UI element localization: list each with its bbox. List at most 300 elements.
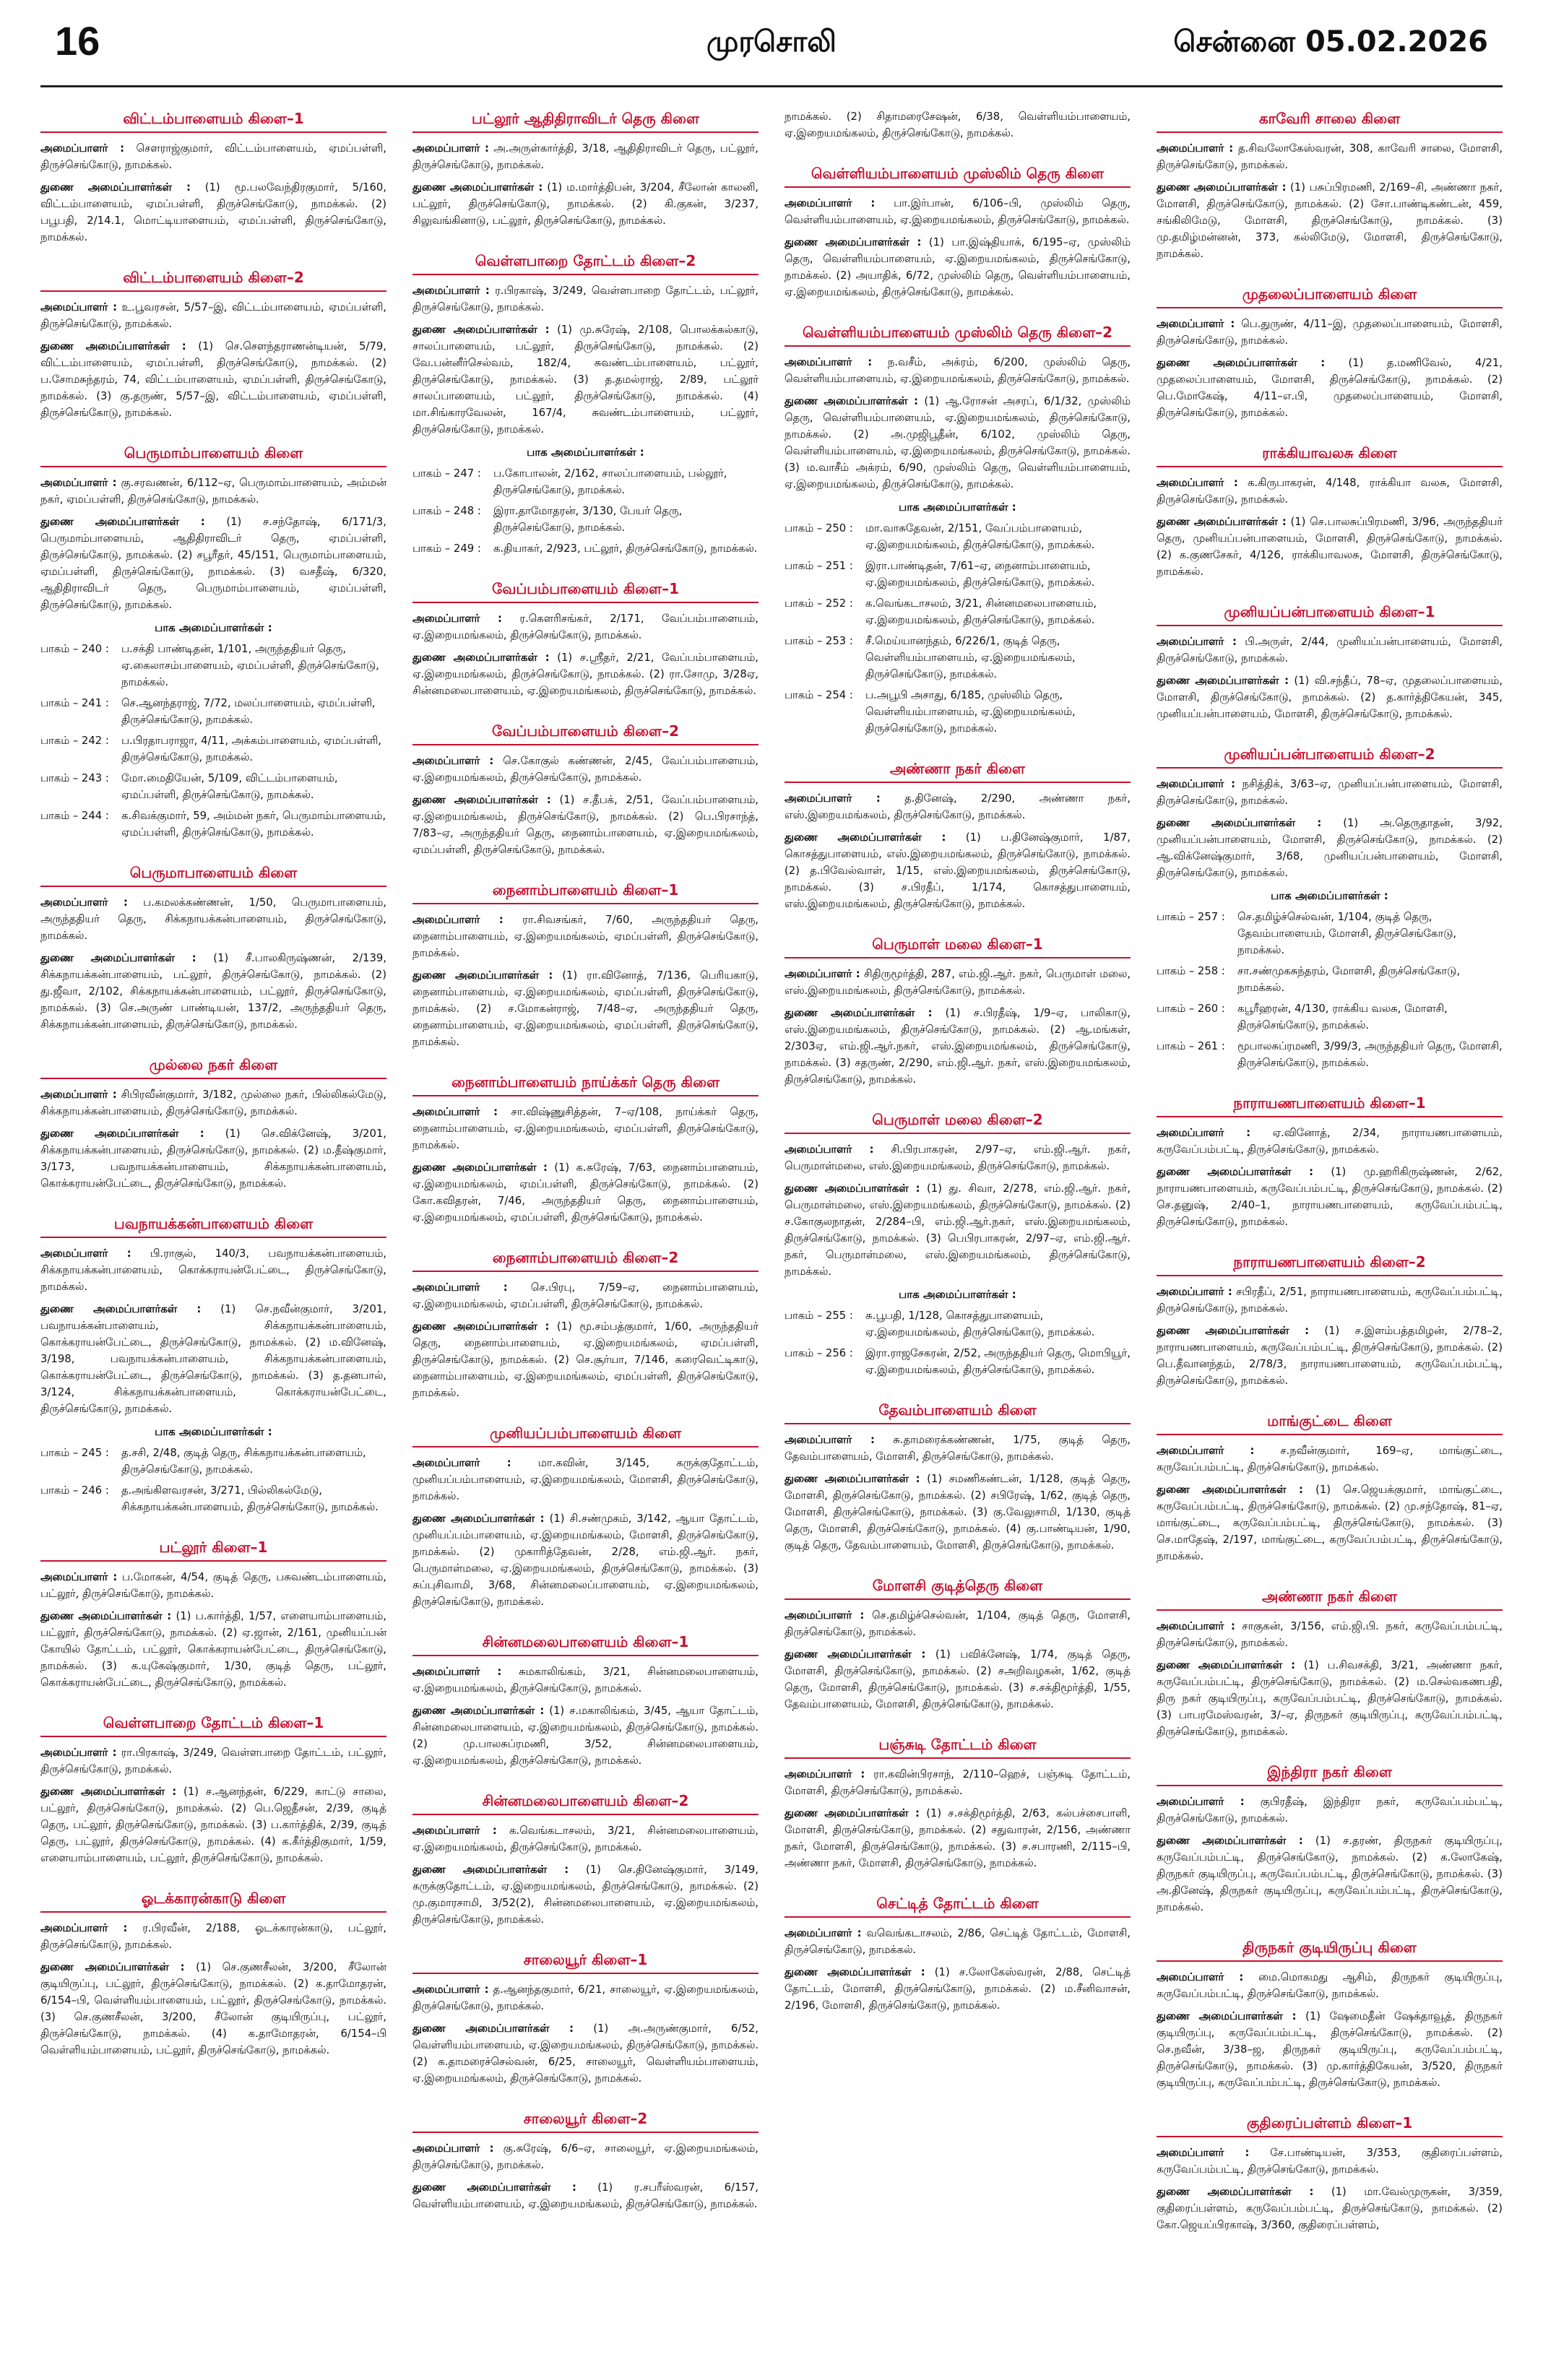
deputy-text: (1) ச.சந்தோஷ், 6/171/3, பெருமாம்பாளையம், ஆதிதிராவிடர் தெரு, ஏமப்பள்ளி, திருச்செங்கோடு, நாமக்கல். (2) சபூரீதர், 45/151, பெருமாம்பாளையம், ஏமப்பள்ளி, திருச்செங்கோடு, நாமக்கல். (3) வசதீஷ், 6/320, ஆதிதிராவிடர் தெரு, பெருமாம்பாளையம், ஏமப்பள்ளி, திருச்செங்கோடு, நாமக்கல். <box>40 516 386 611</box>
booth-row <box>785 1345 1131 1378</box>
booth-organizers-heading: பாக அமைப்பாளர்கள் : <box>155 1425 272 1438</box>
branch-section <box>412 1247 758 1401</box>
organizer-text: குபிரதீஷ், இந்திரா நகர், கருவேப்பம்பட்டி, திருச்செங்கோடு, நாமக்கல். <box>1157 1796 1503 1825</box>
organizer-para <box>412 610 758 644</box>
deputy-organizers-para <box>40 950 386 1033</box>
branch-title: அண்ணா நகர் கிளை <box>1157 1586 1503 1611</box>
organizer-text: செ.பிரபு, 7/59–ஏ, நைனாம்பாளையம், ஏ.இறையமங்கலம், ஏமப்பள்ளி, திருச்செங்கோடு, நாமக்கல். <box>412 1281 758 1310</box>
branch-title: விட்டம்பாளையம் கிளை–2 <box>40 267 386 292</box>
booth-row <box>40 695 386 728</box>
deputy-label: துணை அமைப்பாளர்கள் : <box>1157 817 1322 829</box>
deputy-label: துணை அமைப்பாளர்கள் : <box>1157 1484 1303 1496</box>
deputy-text: (1) செ.நவீன்குமார், 3/201, பவநாயக்கன்பாளையம், சிக்கநாயக்கன்பாளையம், கொக்கராயன்பேட்டை, திருச்செங்கோடு, நாமக்கல். (2) ம.வினேஷ், 3/198, பவநாயக்கன்பாளையம், சிக்கநாயக்கன்பாளையம், கொக்கராயன்பேட்டை, திருச்செங்கோடு, நாமக்கல். (3) த.தனபால், 3/124, சிக்கநாயக்கன்பாளையம், கொக்கராயன்பேட்டை, திருச்செங்கோடு, நாமக்கல். <box>40 1303 386 1415</box>
organizer-para <box>412 1663 758 1697</box>
branch-section <box>785 758 1131 912</box>
organizer-text: ரா.பிரகாஷ், 3/249, வெள்ளபாறை தோட்டம், பட்லூர், திருச்செங்கோடு, நாமக்கல். <box>40 1747 386 1775</box>
deputy-organizers-para <box>1157 2184 1503 2233</box>
page-number: 16 <box>55 18 100 64</box>
deputy-label: துணை அமைப்பாளர்கள் : <box>412 324 550 336</box>
booth-number: பாகம் – 256 : <box>785 1347 853 1359</box>
organizer-text: த.ஆனந்தகுமார், 6/21, சாலையூர், ஏ.இறையமங்கலம், திருச்செங்கோடு, நாமக்கல். <box>412 1983 758 2012</box>
organizer-para <box>1157 1618 1503 1651</box>
deputy-text: (1) ஆ.ரோசன் அசரப், 6/1/32, முஸ்லிம் தெரு, வெள்ளியம்பாளையம், ஏ.இறையமங்கலம், திருச்செங்கோடு, நாமக்கல். (2) அ.முஜிபூதீன், 6/102, முஸ்லிம் தெரு, வெள்ளியம்பாளையம், ஏ.இறையமங்கலம், திருச்செங்கோடு, நாமக்கல். (3) ம.வாசீம் அக்ரம், 6/90, முஸ்லிம் தெரு, வெள்ளியம்பாளையம், ஏ.இறையமங்கலம், திருச்செங்கோடு, நாமக்கல். <box>785 395 1131 490</box>
deputy-organizers-para <box>785 1805 1131 1871</box>
organizer-text: பி.அருள், 2/44, முனியப்பன்பாளையம், மோளசி, திருச்செங்கோடு, நாமக்கல். <box>1157 636 1503 665</box>
deputy-organizers-para <box>40 1959 386 2059</box>
booth-organizer: த.சசி, 2/48, குடித் தெரு, சிக்கநாயக்கன்பாளையம், திருச்செங்கோடு, நாமக்கல். <box>121 1447 366 1476</box>
booth-organizer: சு.பூபதி, 1/128, கொசத்துபாளையம், ஏ.இறையமங்கலம், திருச்செங்கோடு, நாமக்கல். <box>865 1310 1095 1338</box>
deputy-organizers-para <box>412 2020 758 2087</box>
deputy-organizers-para <box>1157 672 1503 722</box>
organizer-para <box>412 1104 758 1154</box>
deputy-text: (1) சமணிகண்டன், 1/128, குடித் தெரு, மோளசி, திருச்செங்கோடு, நாமக்கல். (2) சபிரேஷ், 1/62, குடித் தெரு, மோளசி, திருச்செங்கோடு, நாமக்கல். (3) கு.வேலுசாமி, 1/130, குடித் தெரு, மோளசி, திருச்செங்கோடு, நாமக்கல். (4) கு.பாண்டியன், 1/90, குடித் தெரு, தேவம்பாளையம், மோளசி, திருச்செங்கோடு, நாமக்கல். <box>785 1473 1131 1552</box>
branch-title: நைனாம்பாளையம் நாய்க்கர் தெரு கிளை <box>412 1072 758 1096</box>
deputy-text: (1) வி.சந்தீப், 78–ஏ, முதலைப்பாளையம், மோளசி, திருச்செங்கோடு, நாமக்கல். (2) த.கார்த்திகேயன், 345, முனியப்பன்பாளையம், மோளசி, திருச்செங்கோடு, நாமக்கல். <box>1157 675 1503 720</box>
branch-section <box>1157 1252 1503 1389</box>
deputy-text: (1) க.சுரேஷ், 7/63, நைனாம்பாளையம், ஏ.இறையமங்கலம், ஏமப்பள்ளி, திருச்செங்கோடு, நாமக்கல். (2) கோ.கவிதரன், 7/46, அருந்ததியர் தெரு, நைனாம்பாளையம், ஏ.இறையமங்கலம், ஏமப்பள்ளி, திருச்செங்கோடு, நாமக்கல். <box>412 1161 758 1224</box>
organizer-para <box>1157 1125 1503 1158</box>
booth-row <box>785 595 1131 628</box>
branch-title: முல்லை நகர் கிளை <box>40 1055 386 1079</box>
branch-section <box>412 721 758 858</box>
deputy-label: துணை அமைப்பாளர்கள் : <box>1157 1166 1314 1178</box>
organizer-label: அமைப்பாளர் : <box>1157 636 1237 648</box>
branch-section <box>1157 443 1503 580</box>
column-1 <box>40 108 386 2362</box>
deputy-organizers-para <box>40 1783 386 1866</box>
deputy-organizers-para <box>1157 1832 1503 1916</box>
masthead <box>40 0 1503 87</box>
deputy-label: துணை அமைப்பாளர்கள் : <box>412 1513 545 1525</box>
booth-number: பாகம் – 246 : <box>40 1484 109 1497</box>
deputy-label: துணை அமைப்பாளர்கள் : <box>40 1961 185 1973</box>
organizer-para <box>1157 316 1503 349</box>
deputy-label: துணை அமைப்பாளர்கள் : <box>40 340 186 352</box>
deputy-text: (1) ச.பிரதீஷ், 1/9–ஏ, பாலிகாடு, எஸ்.இறையமங்கலம், திருச்செங்கோடு, நாமக்கல். (2) ஆ.மங்கள், 2/303ஏ, எம்.ஜி.ஆர்.நகர், எஸ்.இறையமங்கலம், திருச்செங்கோடு, நாமக்கல். (3) சதருண், 2/290, எம்.ஜி.ஆர். நகர், எஸ்.இறையமங்கலம், திருச்செங்கோடு, நாமக்கல். <box>785 1007 1131 1086</box>
organizer-text: கு.சுரேஷ், 6/6–ஏ, சாலையூர், ஏ.இறையமங்கலம், திருச்செங்கோடு, நாமக்கல். <box>412 2142 758 2171</box>
organizer-label: அமைப்பாளர் : <box>1157 477 1238 489</box>
branch-title: நாராயணபாளையம் கிளை–1 <box>1157 1093 1503 1117</box>
deputy-text: நாமக்கல். (2) சிதாமரைசேஷன், 6/38, வெள்ளியம்பாளையம், ஏ.இறையமங்கலம், திருச்செங்கோடு, நாமக்கல். <box>785 111 1131 139</box>
organizer-label: அமைப்பாளர் : <box>785 356 873 368</box>
branch-title: சாலையூர் கிளை–1 <box>412 1950 758 1974</box>
deputy-organizers-para <box>1157 355 1503 421</box>
deputy-label: துணை அமைப்பாளர்கள் : <box>412 652 550 664</box>
organizer-label: அமைப்பாளர் : <box>412 1106 498 1118</box>
organizer-label: அமைப்பாளர் : <box>40 1247 131 1260</box>
branch-title: நைனாம்பாளையம் கிளை–2 <box>412 1247 758 1272</box>
branch-title: பவநாயக்கன்பாளையம் கிளை <box>40 1213 386 1238</box>
deputy-label: துணை அமைப்பாளர்கள் : <box>1157 516 1287 528</box>
deputy-label: துணை அமைப்பாளர்கள் : <box>40 1128 204 1140</box>
organizer-label: அமைப்பாளர் : <box>1157 1971 1244 1983</box>
organizer-para <box>40 894 386 944</box>
deputy-text: (1) ப.சிவசக்தி, 3/21, அண்ணா நகர், கருவேப்பம்பட்டி, திருச்செங்கோடு, நாமக்கல். (2) ம.செல்வகணபதி, திரு நகர் குடியிருப்பு, கருவேப்பம்பட்டி, திருச்செங்கோடு, நாமக்கல். (3) பாபரமேஸ்வரன், 3/–ஏ, திருநகர் குடியிருப்பு, கருவேப்பம்பட்டி, திருச்செங்கோடு, நாமக்கல். <box>1157 1659 1503 1738</box>
organizer-text: சா.விஷ்ணுசித்தன், 7–ஏ/108, நாய்க்கர் தெரு, நைனாம்பாளையம், ஏ.இறையமங்கலம், ஏமப்பள்ளி, திருச்செங்கோடு, நாமக்கல். <box>412 1106 758 1151</box>
deputy-text: (1) செ.விக்னேஷ், 3/201, சிக்கநாயக்கன்பாளையம், திருச்செங்கோடு, நாமக்கல். (2) ம.தீஷ்குமார், 3/173, பவநாயக்கன்பாளையம், சிக்கநாயக்கன்பாளையம், கொக்கராயன்பேட்டை, திருச்செங்கோடு, நாமக்கல். <box>40 1128 386 1190</box>
organizer-para <box>40 1920 386 1953</box>
branch-section <box>40 1213 386 1515</box>
deputy-text: (1) ச.லோகேஸ்வரன், 2/88, செட்டித் தோட்டம், மோளசி, திருச்செங்கோடு, நாமக்கல். (2) ம.சீனிவாசன், 2/196, மோளசி, திருச்செங்கோடு, நாமக்கல். <box>785 1966 1131 2012</box>
organizer-text: சாகுகன், 3/156, எம்.ஜி.பி. நகர், கருவேப்பம்பட்டி, திருச்செங்கோடு, நாமக்கல். <box>1157 1620 1503 1649</box>
booth-organizer: க.தியாகர், 2/923, பட்லூர், திருச்செங்கோடு, நாமக்கல். <box>493 542 758 555</box>
deputy-organizers-para <box>785 829 1131 912</box>
organizer-label: அமைப்பாளர் : <box>412 1983 489 1996</box>
deputy-label: துணை அமைப்பாளர்கள் : <box>412 1864 569 1876</box>
organizer-text: ஏ.வினோத், 2/34, நாராயணபாளையம், கருவேப்பம்பட்டி, திருச்செங்கோடு, நாமக்கல். <box>1157 1127 1503 1156</box>
organizer-label: அமைப்பாளர் : <box>412 755 494 767</box>
deputy-text: (1) மூ.பலவேந்திரகுமார், 5/160, விட்டம்பாளையம், ஏமப்பள்ளி, திருச்செங்கோடு, நாமக்கல். (2) பபூபதி, 2/14.1, மொட்டியாளையம், ஏமப்பள்ளி, திருச்செங்கோடு, நாமக்கல். <box>40 181 386 243</box>
organizer-para <box>1157 1442 1503 1476</box>
branch-section <box>40 108 386 246</box>
deputy-label: துணை அமைப்பாளர்கள் : <box>785 236 922 248</box>
organizer-text: சபிரதீப், 2/51, நாராயணபாளையம், கருவேப்பம்பட்டி, திருச்செங்கோடு, நாமக்கல். <box>1157 1286 1503 1315</box>
organizer-label: அமைப்பாளர் : <box>40 1747 117 1759</box>
deputy-label: துணை அமைப்பாளர்கள் : <box>40 1786 177 1798</box>
booth-organizer: இரா.ராஜசேகரன், 2/52, அருந்ததியர் தெரு, மொபியூர், ஏ.இறையமங்கலம், திருச்செங்கோடு, நாமக்கல். <box>865 1347 1131 1376</box>
booth-row <box>1157 1000 1503 1034</box>
booth-number: பாகம் – 254 : <box>785 689 853 701</box>
branch-section <box>1157 1411 1503 1565</box>
deputy-text: (1) ர.சபரீஸ்வரன், 6/157, வெள்ளியம்பாளையம், ஏ.இறையமங்கலம், திருச்செங்கோடு, நாமக்கல். <box>412 2181 758 2210</box>
booth-number: பாகம் – 257 : <box>1157 911 1225 923</box>
deputy-text: (1) சி.சண்முகம், 3/142, ஆயா தோட்டம், முனியப்பம்பாளையம், ஏ.இறையமங்கலம், மோளசி, திருச்செங்கோடு, நாமக்கல். (2) முகாரித்தேவன், 2/28, எம்.ஜி.ஆர். நகர், பெருமாள்மலை, ஏ.இறையமங்கலம், திருச்செங்கோடு, நாமக்கல். (3) சுப்புசிவாமி, 3/68, சின்னமலைப்பாளையம், ஏ.இறையமங்கலம், திருச்செங்கோடு, நாமக்கல். <box>412 1513 758 1608</box>
organizer-label: அமைப்பாளர் : <box>785 1768 865 1780</box>
column-4 <box>1157 108 1503 2362</box>
deputy-organizers-para <box>1157 514 1503 580</box>
branch-section <box>412 108 758 229</box>
organizer-label: அமைப்பாளர் : <box>785 1434 875 1446</box>
deputy-organizers-para <box>412 792 758 858</box>
branch-title: பஞ்சுடி தோட்டம் கிளை <box>785 1734 1131 1759</box>
branch-title: சின்னமலைபாளையம் கிளை–1 <box>412 1632 758 1656</box>
booth-number: பாகம் – 242 : <box>40 735 109 747</box>
organizer-para <box>1157 1793 1503 1827</box>
deputy-organizers-para <box>40 338 386 421</box>
organizer-para <box>785 195 1131 228</box>
booth-number: பாகம் – 241 : <box>40 697 109 709</box>
organizer-label: அமைப்பாளர் : <box>40 1089 117 1101</box>
booth-organizer: செ.தமிழ்ச்செல்வன், 1/104, குடித் தெரு, தேவம்பாளையம், மோளசி, திருச்செங்கோடு, நாமக்கல். <box>1237 911 1457 956</box>
organizer-text: ர.பிரகாஷ், 3/249, வெள்ளபாறை தோட்டம், பட்லூர், திருச்செங்கோடு, நாமக்கல். <box>412 285 758 313</box>
branch-section <box>40 267 386 421</box>
booth-organizer: மோ.மைதியேன், 5/109, விட்டம்பாளையம், ஏமப்பள்ளி, திருச்செங்கோடு, நாமக்கல். <box>121 772 338 801</box>
organizer-label: அமைப்பாளர் : <box>412 914 503 926</box>
organizer-label: அமைப்பாளர் : <box>40 1571 118 1583</box>
deputy-text: (1) செ.ஜெயக்குமார், மாங்குட்டை, கருவேப்பம்பட்டி, திருச்செங்கோடு, நாமக்கல். (2) மு.சந்தோஷ், 81–ஏ, மாங்குட்டை, கருவேப்பம்பட்டி, திருச்செங்கோடு, நாமக்கல். (3) செ.மாதேஷ், 2/197, மாங்குட்டை, கருவேப்பம்பட்டி, திருச்செங்கோடு, நாமக்கல். <box>1157 1484 1503 1562</box>
organizer-para <box>785 1766 1131 1799</box>
organizer-para <box>1157 2145 1503 2178</box>
organizer-label: அமைப்பாளர் : <box>40 301 118 313</box>
booth-row <box>412 503 758 536</box>
branch-section <box>412 2108 758 2212</box>
branch-section <box>412 880 758 1050</box>
booth-organizer: இரா.பாண்டிதன், 7/61–ஏ, நைனாம்பாளையம், ஏ.இறையமங்கலம், திருச்செங்கோடு, நாமக்கல். <box>865 560 1095 589</box>
deputy-organizers-para <box>40 1125 386 1192</box>
organizer-para <box>412 1455 758 1505</box>
deputy-label: துணை அமைப்பாளர்கள் : <box>785 395 919 407</box>
booth-organizer: க.வெங்கடாசலம், 3/21, சின்னமலைபாளையம், ஏ.இறையமங்கலம், திருச்செங்கோடு, நாமக்கல். <box>865 597 1097 626</box>
deputy-text: (1) சீ.பாலகிருஷ்ணன், 2/139, சிக்கநாயக்கன்பாளையம், பட்லூர், திருச்செங்கோடு, நாமக்கல். (2) து.ஜீவா, 2/102, சிக்கநாயக்கன்பாளையம், பட்லூர், திருச்செங்கோடு, நாமக்கல். (3) செ.அருண் பாண்டியன், 137/2, அருந்ததியர் தெரு, சிக்கநாயக்கன்பாளையம், திருச்செங்கோடு, நாமக்கல். <box>40 952 386 1031</box>
booth-organizer: சீ.மெய்யானந்தம், 6/226/1, குடித் தெரு, வெள்ளியம்பாளையம், ஏ.இறையமங்கலம், திருச்செங்கோடு, நாமக்கல். <box>865 635 1076 680</box>
branch-section <box>412 1072 758 1226</box>
organizer-text: மா.கவின், 3/145, கருக்குதோட்டம், முனியப்பம்பாளையம், ஏ.இறையமங்கலம், மோளசி, திருச்செங்கோடு, நாமக்கல். <box>412 1457 758 1502</box>
booth-organizer: ப.கோபாலன், 2/162, சாலப்பாளையம், பல்லூர், திருச்செங்கோடு, நாமக்கல். <box>493 467 727 496</box>
deputy-organizers-para <box>40 179 386 246</box>
deputy-label: துணை அமைப்பாளர்கள் : <box>412 2022 574 2035</box>
booth-row <box>1157 963 1503 996</box>
branch-title: இந்திரா நகர் கிளை <box>1157 1762 1503 1786</box>
booth-organizer: மூபாலசுப்ரமணி, 3/99/3, அருந்ததியர் தெரு, மோளசி, திருச்செங்கோடு, நாமக்கல். <box>1237 1040 1503 1069</box>
branch-title: மாங்குட்டை கிளை <box>1157 1411 1503 1435</box>
branch-title: முனியப்பன்பாளையம் கிளை–1 <box>1157 602 1503 626</box>
deputy-text: (1) ப.கார்த்தி, 1/57, எளையாம்பாளையம், பட்லூர், திருச்செங்கோடு, நாமக்கல். (2) ஏ.ஜான், 2/161, முனியப்பன் கோயில் தோட்டம், பட்லூர், கொக்கராயன்பேட்டை, திருச்செங்கோடு, நாமக்கல். (3) க.யுகேஷ்குமார், 1/30, குடித் தெரு, பட்லூர், கொக்கராயன்பேட்டை, திருச்செங்கோடு, நாமக்கல். <box>40 1610 386 1689</box>
deputy-organizers-para <box>412 1159 758 1226</box>
deputy-label: துணை அமைப்பாளர்கள் : <box>412 794 551 806</box>
deputy-label: துணை அமைப்பாளர்கள் : <box>40 1610 172 1622</box>
booth-row <box>40 732 386 766</box>
branch-section <box>412 579 758 699</box>
organizer-para <box>785 790 1131 823</box>
branch-title: ராக்கியாவலசு கிளை <box>1157 443 1503 467</box>
organizer-label: அமைப்பாளர் : <box>1157 778 1235 790</box>
booth-organizers-heading: பாக அமைப்பாளர்கள் : <box>527 446 644 459</box>
booth-row <box>785 1307 1131 1341</box>
organizer-para <box>785 966 1131 999</box>
booth-organizer: செ.ஆனந்தராஜ், 7/72, மலப்பாளையம், ஏமப்பள்ளி, திருச்செங்கோடு, நாமக்கல். <box>121 697 376 726</box>
booth-row <box>785 558 1131 591</box>
deputy-text: (1) த.மணிவேல், 4/21, முதலைப்பாளையம், மோளசி, திருச்செங்கோடு, நாமக்கல். (2) பெ.மோகேஷ், 4/11–எ.பி, முதலைப்பாளையம், மோளசி, திருச்செங்கோடு, நாமக்கல். <box>1157 357 1503 419</box>
booth-row <box>785 520 1131 553</box>
deputy-organizers-para <box>785 1964 1131 2014</box>
booth-number: பாகம் – 258 : <box>1157 965 1225 977</box>
deputy-text: (1) மு.சுரேஷ், 2/108, பொலக்கல்காடு, சாலப்பாளையம், பட்லூர், திருச்செங்கோடு, நாமக்கல். (2) வே.பன்னீர்செல்வம், 182/4, சுவண்டம்பாளையம், பட்லூர், திருச்செங்கோடு, நாமக்கல். (3) த.தமல்ராஜ், 2/89, பட்லூர் சாலப்பாளையம், பட்லூர், திருச்செங்கோடு, நாமக்கல். (4) மா.சிங்காரவேலன், 167/4, சுவண்டம்பாளையம், பட்லூர், திருச்செங்கோடு, நாமக்கல். <box>412 324 758 436</box>
organizer-text: ச.நவீன்குமார், 169–ஏ, மாங்குட்டை, கருவேப்பம்பட்டி, திருச்செங்கோடு, நாமக்கல். <box>1157 1445 1503 1474</box>
deputy-label: துணை அமைப்பாளர்கள் : <box>1157 1659 1296 1671</box>
branch-title: வெள்ளபாறை தோட்டம் கிளை–1 <box>40 1713 386 1737</box>
organizer-label: அமைப்பாளர் : <box>785 197 876 209</box>
branch-title: வேப்பம்பாளையம் கிளை–1 <box>412 579 758 603</box>
deputy-text: (1) மா.வேல்முருகன், 3/359, குதிரைப்பள்ளம், கருவேப்பம்பட்டி, திருச்செங்கோடு, நாமக்கல். (2) கோ.ஜெயப்பிரகாஷ், 3/360, குதிரைப்பள்ளம், <box>1157 2186 1503 2231</box>
deputy-text: (1) செ.தினேஷ்குமார், 3/149, கருக்குதோட்டம், ஏ.இறையமங்கலம், திருச்செங்கோடு, நாமக்கல். (2) மு.குமாரசாமி, 3/52(2), சின்னமலைபாளையம், ஏ.இறையமங்கலம், திருச்செங்கோடு, நாமக்கல். <box>412 1864 758 1926</box>
booth-number: பாகம் – 245 : <box>40 1447 109 1459</box>
branch-section <box>785 1400 1131 1554</box>
branch-section <box>785 934 1131 1088</box>
city-date: சென்னை 05.02.2026 <box>1173 25 1488 59</box>
booth-organizer: த.அங்கிளவரசன், 3/271, பில்லிகல்மேடு, சிக்கநாயக்கன்பாளையம், திருச்செங்கோடு, நாமக்கல். <box>121 1484 379 1513</box>
branch-section <box>40 1888 386 2059</box>
organizer-text: ப.மோகன், 4/54, குடித் தெரு, பசுவண்டம்பாளையம், பட்லூர், திருச்செங்கோடு, நாமக்கல். <box>40 1571 386 1600</box>
deputy-organizers-para <box>785 234 1131 300</box>
deputy-text: (1) பா.இஷ்தியாக், 6/195–ஏ, முஸ்லிம் தெரு, வெள்ளியம்பாளையம், ஏ.இறையமங்கலம், திருச்செங்கோடு, நாமக்கல். (2) அயாதிக், 6/72, முஸ்லிம் தெரு, வெள்ளியம்பாளையம், ஏ.இறையமங்கலம், திருச்செங்கோடு, நாமக்கல். <box>785 236 1131 298</box>
branch-title: பெருமாபாளையம் கிளை <box>40 862 386 887</box>
organizer-text: சே.பாண்டியன், 3/353, குதிரைப்பள்ளம், கருவேப்பம்பட்டி, திருச்செங்கோடு, நாமக்கல். <box>1157 2147 1503 2176</box>
organizer-text: க.கிருபாகரன், 4/148, ராக்கியா வலசு, மோளசி, திருச்செங்கோடு, நாமக்கல். <box>1157 477 1503 506</box>
deputy-text: (1) ச.இளம்பத்தமிழன், 2/78–2, நாராயணபாளையம், கருவேப்பம்பட்டி, திருச்செங்கோடு, நாமக்கல். (2) பெ.தீவானந்தம், 2/78/3, நாராயணபாளையம், கருவேப்பம்பட்டி, திருச்செங்கோடு, நாமக்கல். <box>1157 1325 1503 1387</box>
organizer-text: த.தினேஷ், 2/290, அண்ணா நகர், எஸ்.இறையமங்கலம், திருச்செங்கோடு, நாமக்கல். <box>785 792 1131 821</box>
branch-section <box>1157 284 1503 421</box>
booth-row <box>412 540 758 557</box>
branch-title: பெருமாள் மலை கிளை–2 <box>785 1109 1131 1134</box>
booth-number: பாகம் – 251 : <box>785 560 853 572</box>
branch-title: திருநகர் குடியிருப்பு கிளை <box>1157 1937 1503 1962</box>
organizer-para <box>785 354 1131 387</box>
deputy-organizers-para <box>412 967 758 1050</box>
organizer-text: மை.மொகமது ஆசிம், திருநகர் குடியிருப்பு, கருவேப்பம்பட்டி, திருச்செங்கோடு, நாமக்கல். <box>1157 1971 1503 2000</box>
booth-organizer: கபூரீஹரன், 4/130, ராக்கிய வலசு, மோளசி, திருச்செங்கோடு, நாமக்கல். <box>1237 1003 1448 1031</box>
branch-section <box>1157 1937 1503 2091</box>
branch-section <box>785 322 1131 737</box>
deputy-text: (1) ப.தினேஷ்குமார், 1/87, கொசத்துபாளையம், எஸ்.இறையமங்கலம், திருச்செங்கோடு, நாமக்கல். (2) த.பிவேல்வாள், 1/15, எஸ்.இறையமங்கலம், திருச்செங்கோடு, நாமக்கல். (3) ச.பிரதீப், 1/174, கொசத்துபாளையம், எஸ்.இறையமங்கலம், திருச்செங்கோடு, நாமக்கல். <box>785 831 1131 910</box>
booth-row <box>40 641 386 691</box>
organizer-para <box>785 1141 1131 1174</box>
organizer-text: ரா.சிவசங்கர், 7/60, அருந்ததியர் தெரு, நைனாம்பாளையம், ஏ.இறையமங்கலம், ஏமப்பள்ளி, திருச்செங்கோடு, நாமக்கல். <box>412 914 758 959</box>
organizer-para <box>785 1432 1131 1465</box>
branch-section <box>1157 744 1503 1071</box>
deputy-organizers-para <box>1157 815 1503 881</box>
deputy-organizers-para <box>40 1301 386 1417</box>
deputy-organizers-para <box>785 1005 1131 1088</box>
branch-section <box>412 1791 758 1928</box>
organizer-para <box>1157 776 1503 809</box>
branch-title: பட்லூர் ஆதிதிராவிடர் தெரு கிளை <box>412 108 758 133</box>
branch-section <box>412 1950 758 2087</box>
booth-row <box>40 808 386 841</box>
branch-title: வெள்ளபாறை தோட்டம் கிளை–2 <box>412 251 758 275</box>
deputy-organizers-para <box>412 1318 758 1401</box>
booth-number: பாகம் – 240 : <box>40 643 109 655</box>
deputy-organizers-para <box>785 108 1131 142</box>
organizer-para <box>785 1925 1131 1958</box>
booth-number: பாகம் – 243 : <box>40 772 109 784</box>
branch-section <box>785 1893 1131 2014</box>
booth-row <box>40 1482 386 1515</box>
deputy-label: துணை அமைப்பாளர்கள் : <box>1157 181 1287 194</box>
deputy-organizers-para <box>412 649 758 699</box>
deputy-label: துணை அமைப்பாளர்கள் : <box>785 1648 926 1661</box>
booth-row <box>1157 1038 1503 1071</box>
booth-number: பாகம் – 255 : <box>785 1310 853 1322</box>
deputy-label: துணை அமைப்பாளர்கள் : <box>40 1303 202 1315</box>
booth-number: பாகம் – 261 : <box>1157 1040 1225 1052</box>
deputy-label: துணை அமைப்பாளர்கள் : <box>412 969 553 982</box>
deputy-label: துணை அமைப்பாளர்கள் : <box>40 952 196 964</box>
deputy-text: (1) அ.தெருதாதன், 3/92, முனியப்பன்பாளையம், மோளசி, திருச்செங்கோடு, நாமக்கல். (2) ஆ.விக்னேஷ்குமார், 3/68, முனியப்பன்பாளையம், மோளசி, திருச்செங்கோடு, நாமக்கல். <box>1157 817 1503 879</box>
organizer-label: அமைப்பாளர் : <box>40 477 117 489</box>
branch-section <box>1157 602 1503 722</box>
organizer-label: அமைப்பாளர் : <box>40 1922 128 1934</box>
deputy-text: (1) அ.அருண்குமார், 6/52, வெள்ளியம்பாளையம், ஏ.இறையமங்கலம், திருச்செங்கோடு, நாமக்கல். (2) க.தாமரைச்செல்வன், 6/25, சாலையூர், வெள்ளியம்பாளையம், ஏ.இறையமங்கலம், திருச்செங்கோடு, நாமக்கல். <box>412 2022 758 2085</box>
branch-section <box>40 1713 386 1866</box>
organizer-label: அமைப்பாளர் : <box>412 2142 494 2155</box>
deputy-text: (1) ஷேமைதீன் ஷேக்தாவூத், திருநகர் குடியிருப்பு, கருவேப்பம்பட்டி, திருச்செங்கோடு, நாமக்கல். (2) செ.நவீன், 3/38–ஜ, திருநகர் குடியிருப்பு, கருவேப்பம்பட்டி, திருச்செங்கோடு, நாமக்கல். (3) மு.கார்த்திகேயன், 3/520, திருநகர் குடியிருப்பு, கருவேப்பம்பட்டி, திருச்செங்கோடு, நாமக்கல். <box>1157 2010 1503 2089</box>
organizer-text: சிபிரவீன்குமார், 3/182, முல்லை நகர், பில்லிகல்மேடு, சிக்கநாயக்கன்பாளையம், திருச்செங்கோடு, நாமக்கல். <box>40 1089 386 1117</box>
organizer-text: ர.பிரவீன், 2/188, ஓடக்காரன்காடு, பட்லூர், திருச்செங்கோடு, நாமக்கல். <box>40 1922 386 1951</box>
branch-section <box>1157 2113 1503 2233</box>
article-columns <box>40 108 1503 2362</box>
deputy-text: (1) ச.ஸ்ரீதர், 2/21, வேப்பம்பாளையம், ஏ.இறையமங்கலம், திருச்செங்கோடு, நாமக்கல். (2) ரா.சோமு, 3/28ஏ, சின்னமலைபாளையம், ஏ.இறையமங்கலம், திருச்செங்கோடு, நாமக்கல். <box>412 652 758 697</box>
organizer-para <box>412 1822 758 1856</box>
organizer-text: சி.பிரபாகரன், 2/97–ஏ, எம்.ஜி.ஆர். நகர், பெருமாள்மலை, எஸ்.இறையமங்கலம், திருச்செங்கோடு, நாமக்கல். <box>785 1143 1131 1172</box>
organizer-para <box>1157 1284 1503 1317</box>
organizer-para <box>1157 140 1503 173</box>
organizer-label: அமைப்பாளர் : <box>1157 2147 1250 2159</box>
booth-number: பாகம் – 260 : <box>1157 1003 1225 1015</box>
deputy-organizers-para <box>1157 179 1503 262</box>
organizer-label: அமைப்பாளர் : <box>412 1457 511 1469</box>
booth-organizer: சா.சண்முகசுந்தரம், மோளசி, திருச்செங்கோடு, நாமக்கல். <box>1237 965 1461 994</box>
branch-section <box>1157 1093 1503 1230</box>
booth-organizer: ப.சக்தி பாண்டிதன், 1/101, அருந்ததியர் தெரு, ஏ.கைலாசம்பாளையம், ஏமப்பள்ளி, திருச்செங்கோடு, நாமக்கல். <box>121 643 379 688</box>
branch-section <box>412 1423 758 1610</box>
deputy-text: (1) ரா.வினோத், 7/136, பெரியகாடு, நைனாம்பாளையம், ஏ.இறையமங்கலம், ஏமப்பள்ளி, திருச்செங்கோடு, நாமக்கல். (2) ச.மோகன்ராஜ், 7/48–ஏ, அருந்ததியர் தெரு, நைனாம்பாளையம், ஏ.இறையமங்கலம், ஏமப்பள்ளி, திருச்செங்கோடு, நாமக்கல். <box>412 969 758 1048</box>
organizer-label: அமைப்பாளர் : <box>785 1143 874 1156</box>
organizer-label: அமைப்பாளர் : <box>1157 318 1235 330</box>
branch-section <box>785 108 1131 142</box>
branch-title: சின்னமலைபாளையம் கிளை–2 <box>412 1791 758 1815</box>
booth-organizer: ப.பிரதாபராஜா, 4/11, அக்கம்பாளையம், ஏமப்பள்ளி, திருச்செங்கோடு, நாமக்கல். <box>121 735 381 763</box>
booth-row <box>785 633 1131 683</box>
organizer-text: சிதிருமூர்த்தி, 287, எம்.ஜி.ஆர். நகர், பெருமாள் மலை, எஸ்.இறையமங்கலம், திருச்செங்கோடு, நாமக்கல். <box>785 968 1131 997</box>
booth-number: பாகம் – 244 : <box>40 810 109 822</box>
deputy-label: துணை அமைப்பாளர்கள் : <box>1157 2186 1314 2198</box>
organizer-text: பெ.துருண், 4/11–இ, முதலைப்பாளையம், மோளசி, திருச்செங்கோடு, நாமக்கல். <box>1157 318 1503 347</box>
branch-section <box>40 862 386 1033</box>
organizer-text: கு.சரவணன், 6/112–ஏ, பெருமாம்பாளையம், அம்மன் நகர், ஏமப்பள்ளி, திருச்செங்கோடு, நாமக்கல். <box>40 477 386 506</box>
organizer-label: அமைப்பாளர் : <box>40 896 128 909</box>
deputy-label: துணை அமைப்பாளர்கள் : <box>412 2181 576 2194</box>
deputy-label: துணை அமைப்பாளர்கள் : <box>785 1007 933 1019</box>
deputy-text: (1) ச.சக்திமூர்த்தி, 2/63, கல்பச்சைபாளி, மோளசி, திருச்செங்கோடு, நாமக்கல். (2) சதுவாரன், 2/156, அண்ணா நகர், மோளசி, திருச்செங்கோடு, நாமக்கல். (3) ச.சபாரணி, 2/115–பி, அண்ணா நகர், மோளசி, திருச்செங்கோடு, நாமக்கல். <box>785 1807 1131 1869</box>
organizer-text: வவெங்கடாசலம், 2/86, செட்டித் தோட்டம், மோளசி, திருச்செங்கோடு, நாமக்கல். <box>785 1927 1131 1956</box>
deputy-organizers-para <box>412 1861 758 1928</box>
booth-number: பாகம் – 248 : <box>412 505 481 517</box>
organizer-para <box>1157 1969 1503 2002</box>
organizer-para <box>1157 633 1503 667</box>
organizer-para <box>412 2140 758 2173</box>
deputy-label: துணை அமைப்பாளர்கள் : <box>1157 357 1326 369</box>
branch-title: நாராயணபாளையம் கிளை–2 <box>1157 1252 1503 1276</box>
deputy-text: (1) ச.தரண், திருநகர் குடியிருப்பு, கருவேப்பம்பட்டி, திருச்செங்கோடு, நாமக்கல். (2) க.லோகேஷ், திருநகர் குடியிருப்பு, கருவேப்பம்பட்டி, திருச்செங்கோடு, நாமக்கல். (3) அ.தினேஷ், திருநகர் குடியிருப்பு, கருவேப்பம்பட்டி, திருச்செங்கோடு, நாமக்கல். <box>1157 1835 1503 1913</box>
organizer-label: அமைப்பாளர் : <box>785 1927 862 1939</box>
booth-number: பாகம் – 253 : <box>785 635 853 647</box>
organizer-label: அமைப்பாளர் : <box>412 613 502 625</box>
deputy-label: துணை அமைப்பாளர்கள் : <box>1157 2010 1297 2022</box>
booth-number: பாகம் – 250 : <box>785 522 853 535</box>
organizer-para <box>40 140 386 173</box>
booth-organizers-heading: பாக அமைப்பாளர்கள் : <box>1271 889 1388 902</box>
organizer-text: ந.வசீம், அக்ரம், 6/200, முஸ்லிம் தெரு, வெள்ளியம்பாளையம், ஏ.இறையமங்கலம், திருச்செங்கோடு, நாமக்கல். <box>785 356 1131 385</box>
organizer-text: செ.தமிழ்ச்செல்வன், 1/104, குடித் தெரு, மோளசி, திருச்செங்கோடு, நாமக்கல். <box>785 1609 1131 1638</box>
newspaper-name: முரசொலி <box>706 25 837 59</box>
organizer-label: அமைப்பாளர் : <box>785 792 881 805</box>
deputy-organizers-para <box>785 1646 1131 1713</box>
deputy-organizers-para <box>1157 1164 1503 1230</box>
deputy-label: துணை அமைப்பாளர்கள் : <box>1157 675 1289 687</box>
deputy-text: (1) செ.குணசீலன், 3/200, சீலோன் குடியிருப்பு, பட்லூர், திருச்செங்கோடு, நாமக்கல். (2) க.தாமோதரன், 6/154–பி, வெள்ளியம்பாளையம், பட்லூர், திருச்செங்கோடு, நாமக்கல். (3) செ.குணசீலன், 3/200, சீலோன் குடியிருப்பு, பட்லூர், திருச்செங்கோடு, நாமக்கல். (4) க.தாமோதரன், 6/154–பி வெள்ளியம்பாளையம், பட்லூர், திருச்செங்கோடு, நாமக்கல். <box>40 1961 386 2056</box>
deputy-organizers-para <box>412 2179 758 2212</box>
organizer-label: அமைப்பாளர் : <box>412 1825 497 1837</box>
organizer-para <box>1157 475 1503 508</box>
organizer-text: அ.அருள்கார்த்தி, 3/18, ஆதிதிராவிடர் தெரு, பட்லூர், திருச்செங்கோடு, நாமக்கல். <box>412 142 758 171</box>
branch-section <box>40 1537 386 1691</box>
organizer-para <box>40 1744 386 1778</box>
branch-title: செட்டித் தோட்டம் கிளை <box>785 1893 1131 1918</box>
organizer-text: நசித்திக், 3/63–ஏ, முனியப்பன்பாளையம், மோளசி, திருச்செங்கோடு, நாமக்கல். <box>1157 778 1503 807</box>
organizer-text: ர.கௌரிசங்கர், 2/171, வேப்பம்பாளையம், ஏ.இறையமங்கலம், திருச்செங்கோடு, நாமக்கல். <box>412 613 758 641</box>
deputy-label: துணை அமைப்பாளர்கள் : <box>1157 1835 1303 1847</box>
deputy-organizers-para <box>1157 2008 1503 2091</box>
